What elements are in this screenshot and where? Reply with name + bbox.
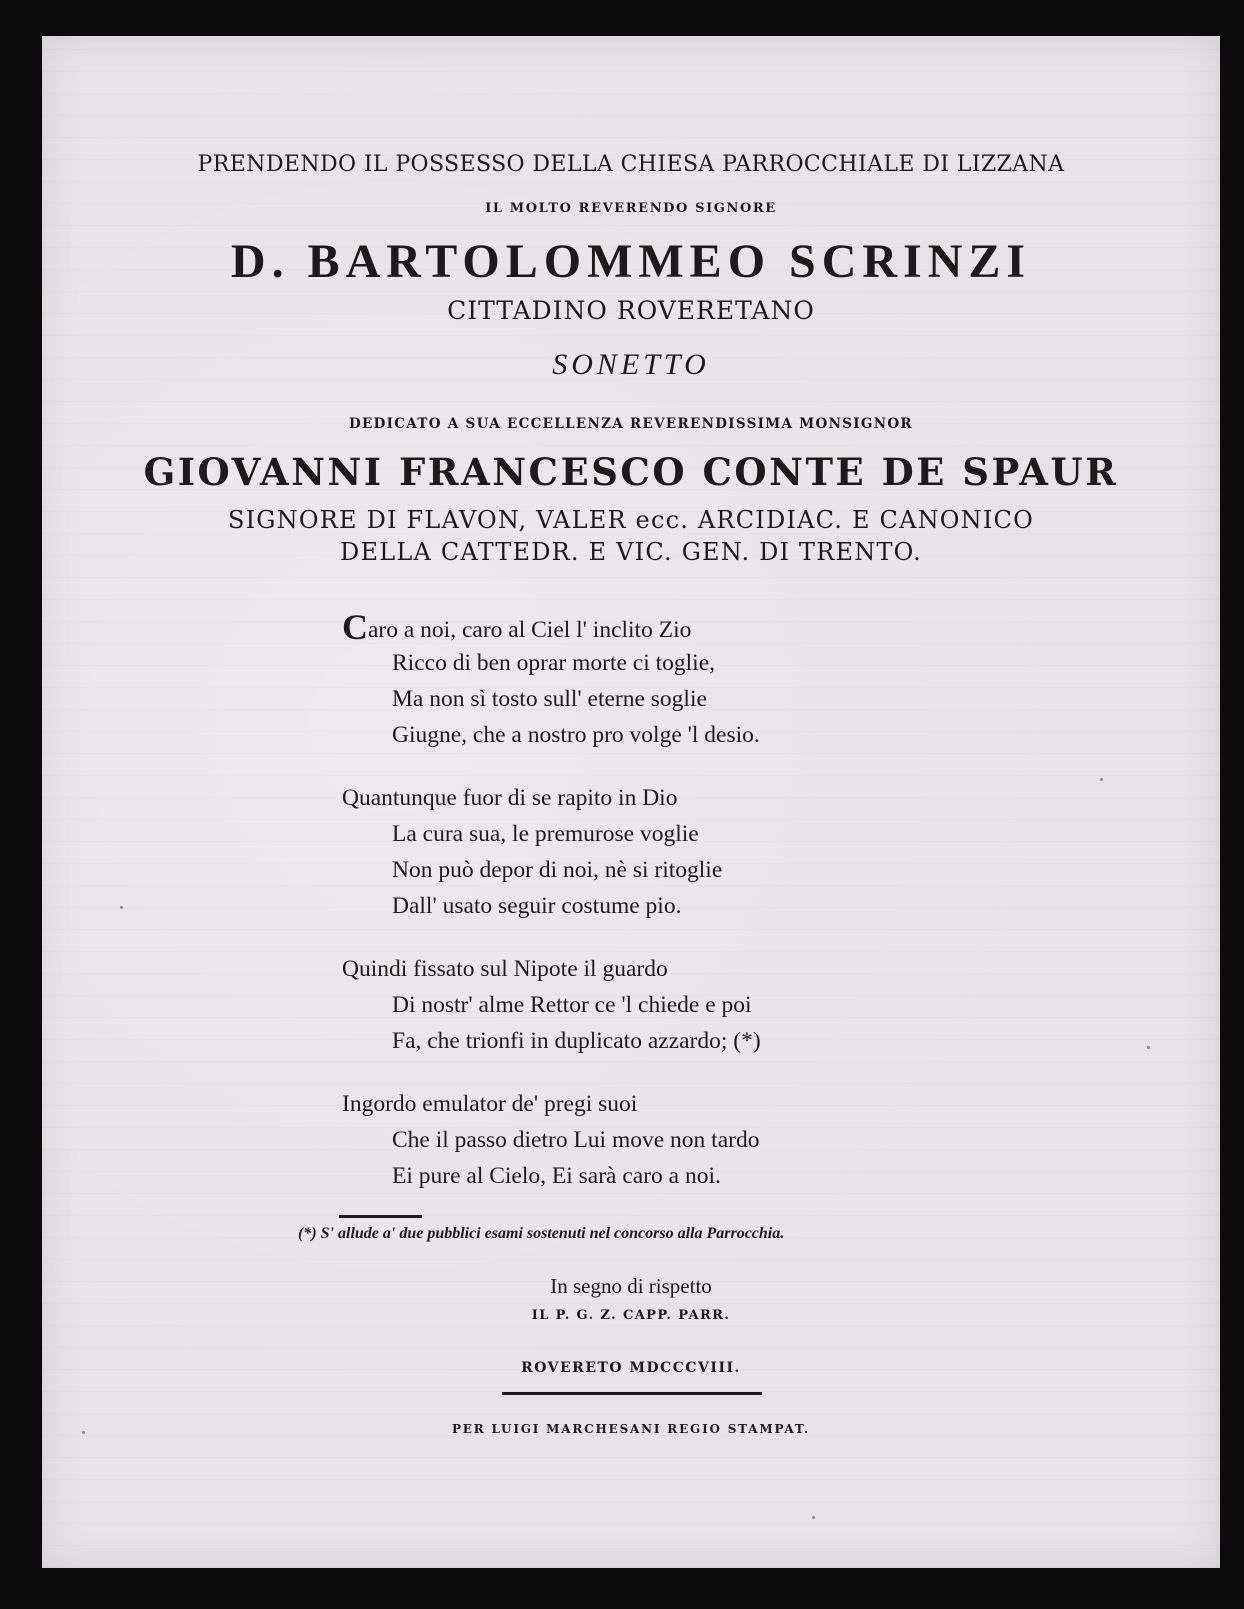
stanza-2 — [342, 780, 761, 924]
dedicatee-name: GIOVANNI FRANCESCO CONTE DE SPAUR — [143, 450, 1119, 494]
footnote: (*) S' allude a' due pubblici esami sostenuti nel concorso alla Parrocchia. — [298, 1225, 785, 1242]
verse: Ei pure al Cielo, Ei sarà caro a noi. — [392, 1163, 721, 1189]
sonnet — [342, 609, 761, 1221]
occasion-line: PRENDENDO IL POSSESSO DELLA CHIESA PARROCCHIALE DI LIZZANA — [197, 152, 1065, 177]
stanza-1 — [342, 609, 761, 753]
paper-speck — [120, 906, 123, 909]
verse: La cura sua, le premurose voglie — [392, 821, 699, 847]
paper-speck — [1147, 1046, 1150, 1049]
verse: Dall' usato seguir costume pio. — [392, 893, 682, 919]
priest-name: D. BARTOLOMMEO SCRINZI — [230, 235, 1032, 288]
paper-speck — [1100, 778, 1103, 781]
verse: Ricco di ben oprar morte ci toglie, — [392, 650, 716, 676]
verse: Di nostr' alme Rettor ce 'l chiede e poi — [392, 992, 752, 1018]
paper-speck — [82, 1431, 85, 1434]
dedicatee-titles-2: DELLA CATTEDR. E VIC. GEN. DI TRENTO. — [340, 538, 922, 566]
verse: Giugne, che a nostro pro volge 'l desio. — [392, 722, 760, 748]
respect-line: In segno di rispetto — [550, 1274, 712, 1298]
dedicatee-titles-1: SIGNORE DI FLAVON, VALER ecc. ARCIDIAC. E CANONICO — [227, 506, 1034, 534]
origin-line: CITTADINO ROVERETANO — [447, 296, 815, 325]
printer-line: PER LUIGI MARCHESANI REGIO STAMPAT. — [451, 1422, 811, 1436]
verse: Ingordo emulator de' pregi suoi — [342, 1091, 638, 1117]
verse — [342, 609, 761, 645]
verse-text: aro a noi, caro al Ciel l' inclito Zio — [368, 617, 692, 643]
paper-speck — [812, 1516, 815, 1519]
drop-capital: C — [342, 607, 368, 647]
verse: Ma non sì tosto sull' eterne soglie — [392, 686, 707, 712]
stanza-3 — [342, 951, 761, 1059]
honorific-line: IL MOLTO REVERENDO SIGNORE — [485, 201, 777, 216]
genre-title: SONETTO — [552, 348, 710, 381]
verse: Che il passo dietro Lui move non tardo — [392, 1127, 760, 1153]
dedication-line: DEDICATO A SUA ECCELLENZA REVERENDISSIMA MONSIGNOR — [349, 416, 913, 432]
signer-line: IL P. G. Z. CAPP. PARR. — [531, 1308, 731, 1323]
verse: Fa, che trionfi in duplicato azzardo; (*) — [392, 1028, 761, 1054]
closing-rule — [502, 1392, 762, 1395]
verse: Quantunque fuor di se rapito in Dio — [342, 785, 678, 811]
footnote-rule — [339, 1215, 422, 1218]
verse: Non può depor di noi, nè si ritoglie — [392, 857, 723, 883]
verse: Quindi fissato sul Nipote il guardo — [342, 956, 668, 982]
place-date-line: ROVERETO MDCCCVIII. — [521, 1360, 741, 1376]
stanza-4 — [342, 1086, 761, 1194]
document-page — [42, 36, 1220, 1568]
